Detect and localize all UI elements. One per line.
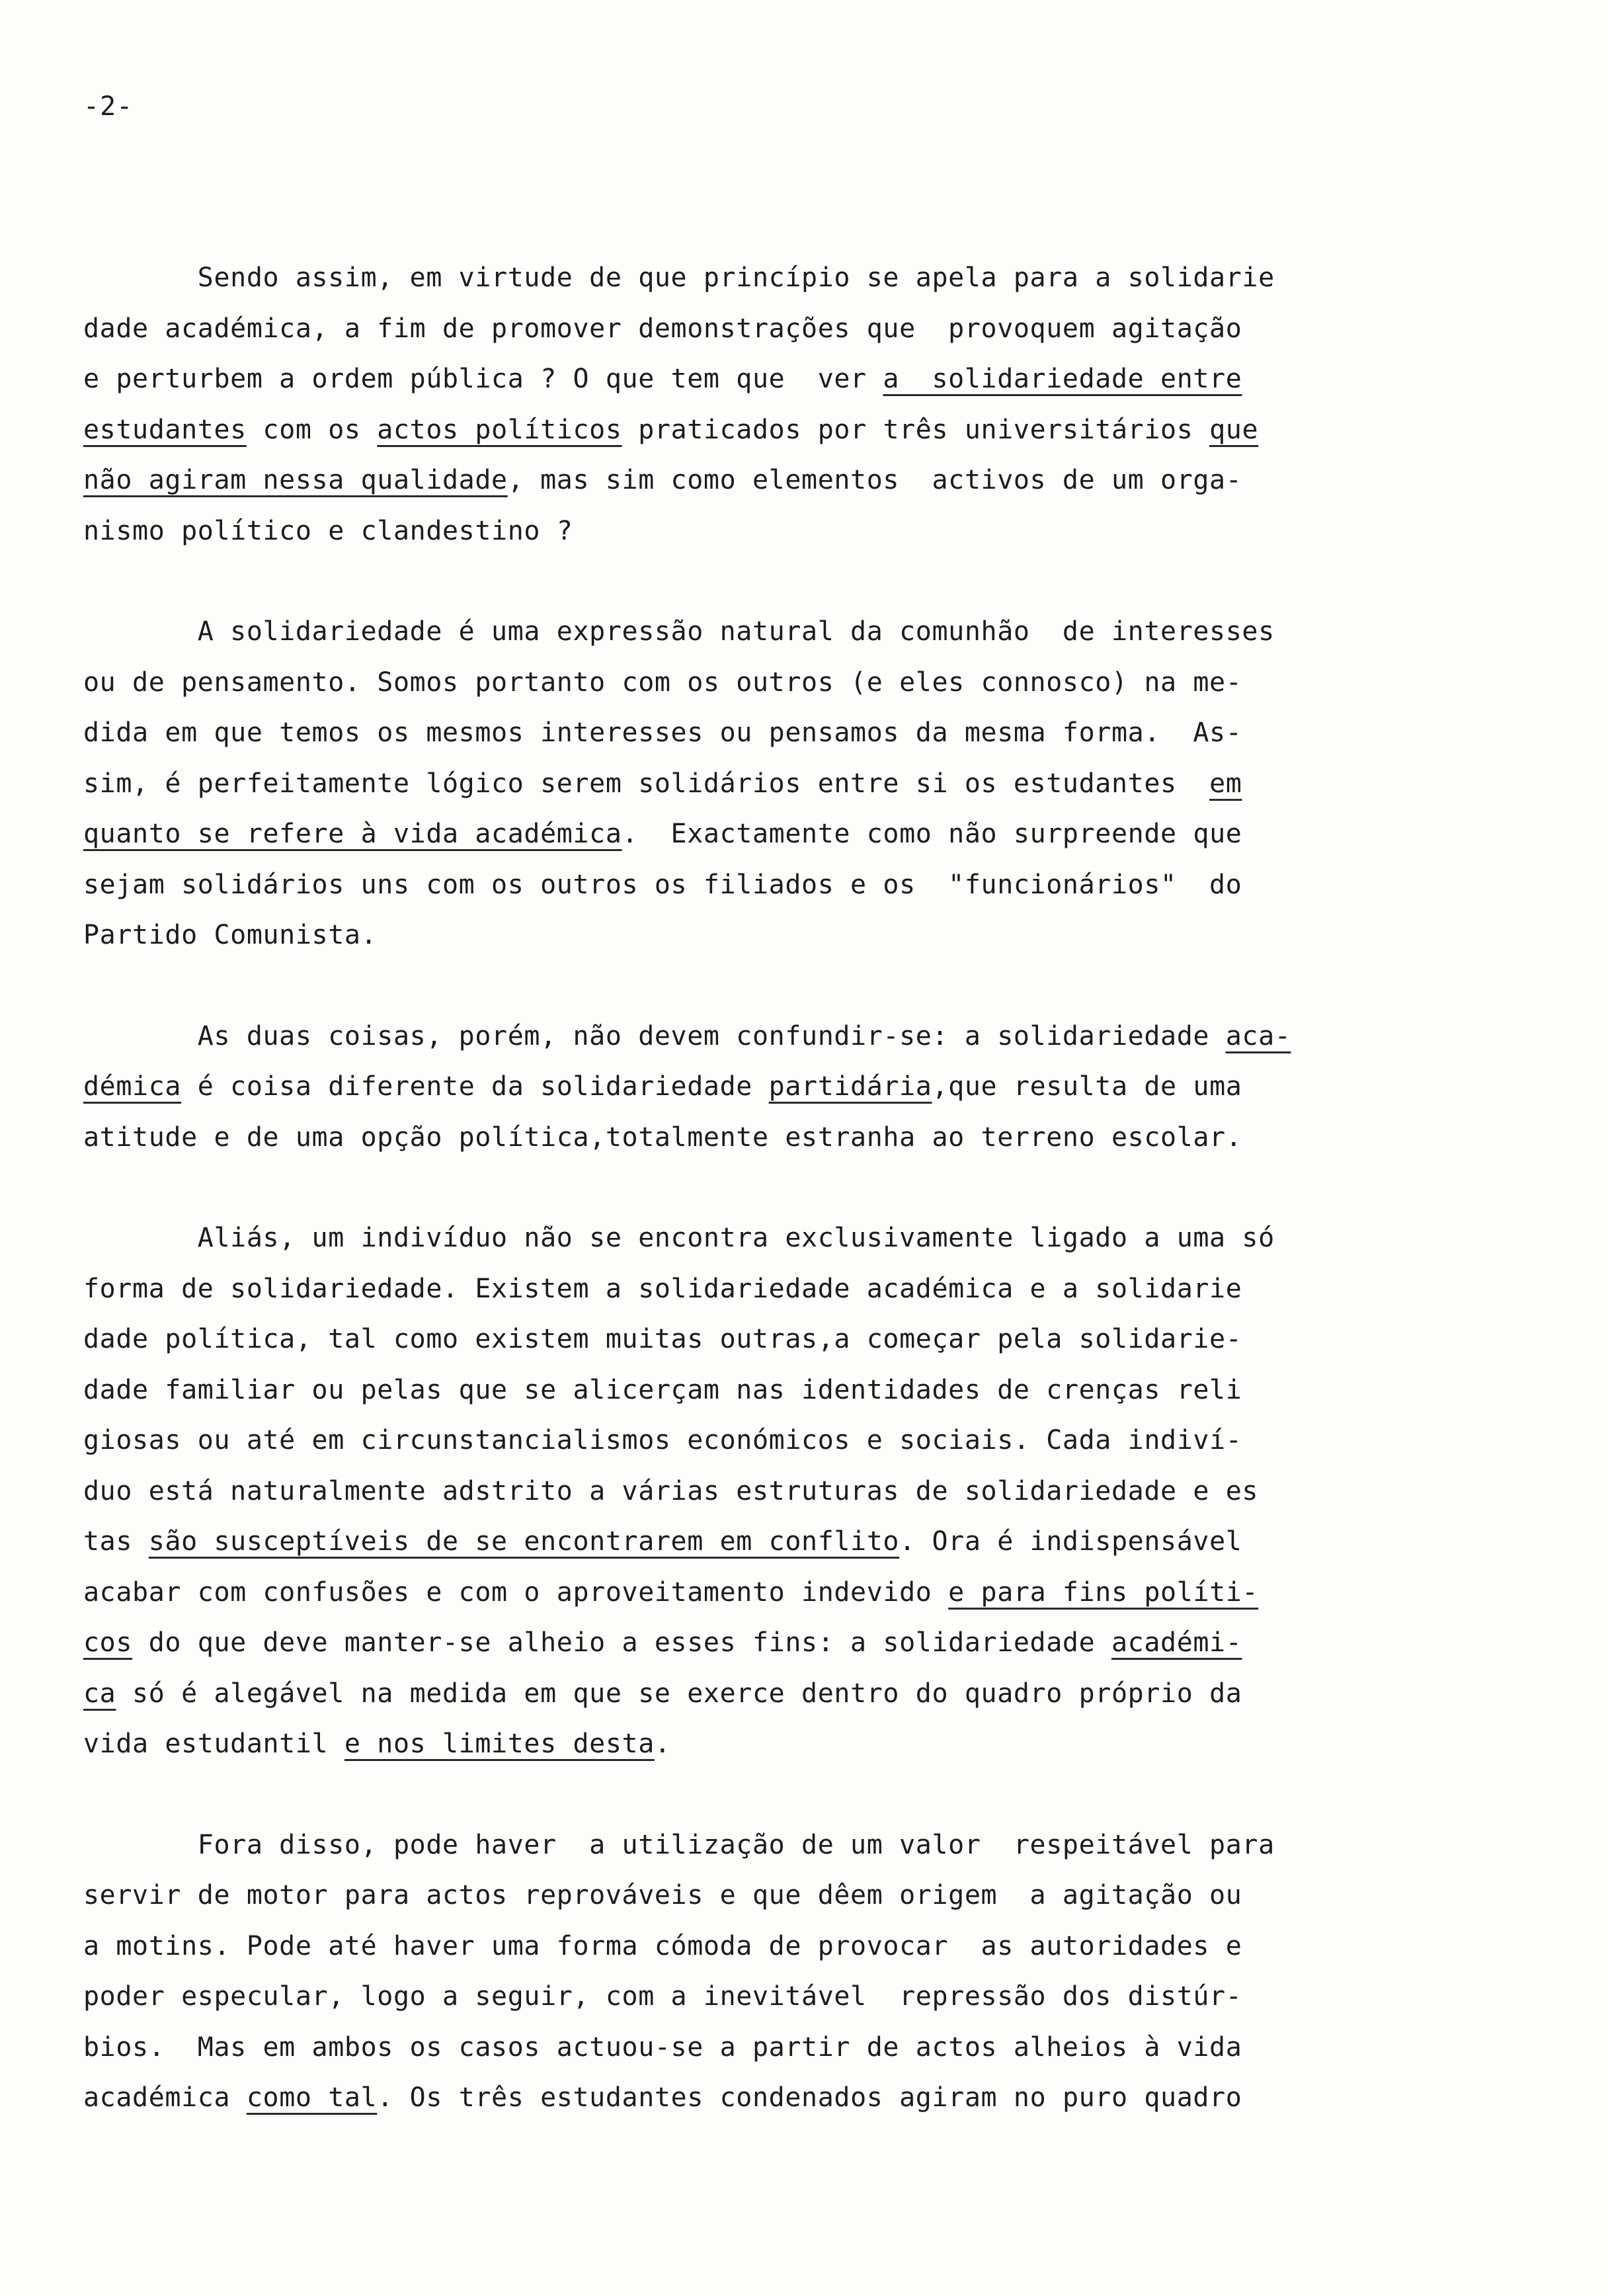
underlined-text: aca- [1225, 1020, 1291, 1051]
text-segment: , mas sim como elementos activos de um orga- [507, 465, 1242, 495]
underlined-text: académi- [1111, 1627, 1242, 1658]
text-segment: atitude e de uma opção política,totalmente estranha ao terreno escolar. [83, 1122, 1242, 1153]
text-line [83, 1314, 1326, 1365]
text-segment: poder especular, logo a seguir, com a inevitável repressão dos distúr- [83, 1981, 1242, 2012]
text-segment: Aliás, um indivíduo não se encontra exclusivamente ligado a uma só [83, 1223, 1275, 1253]
underlined-text: e para fins políti- [948, 1577, 1259, 1608]
text-line [83, 1719, 1326, 1770]
text-line [83, 405, 1326, 456]
text-segment: . Exactamente como não surpreende que [622, 819, 1242, 849]
text-segment: a motins. Pode até haver uma forma cómoda de provocar as autoridades e [83, 1930, 1242, 1961]
text-line [83, 1870, 1326, 1921]
underlined-text: ca [83, 1678, 116, 1709]
text-line [83, 354, 1326, 405]
paragraph [83, 1820, 1326, 2123]
text-segment: sejam solidários uns com os outros os filiados e os "funcionários" do [83, 869, 1242, 900]
text-line [83, 657, 1326, 708]
text-segment: vida estudantil [83, 1729, 344, 1759]
page-number: -2- [83, 91, 134, 122]
text-segment: ,que resulta de uma [932, 1071, 1242, 1102]
underlined-text: quanto se refere à vida académica [83, 819, 622, 849]
text-segment: forma de solidariedade. Existem a solidariedade académica e a solidarie [83, 1273, 1242, 1304]
text-line [83, 910, 1326, 961]
text-segment: só é alegável na medida em que se exerce dentro do quadro próprio da [116, 1678, 1242, 1709]
text-line [83, 1820, 1326, 1871]
text-segment: dade familiar ou pelas que se alicerçam nas identidades de crenças reli [83, 1374, 1242, 1405]
text-line [83, 1061, 1326, 1112]
underlined-text: a solidariedade entre [883, 364, 1242, 394]
text-segment: académica [83, 2082, 247, 2113]
underlined-text: não agiram nessa qualidade [83, 465, 508, 495]
text-line [83, 1011, 1326, 1062]
text-line [83, 1466, 1326, 1517]
document-body [83, 253, 1326, 2174]
text-segment: com os [246, 414, 378, 445]
text-segment: . [654, 1729, 671, 1759]
text-segment: nismo político e clandestino ? [83, 515, 573, 546]
underlined-text: actos políticos [377, 414, 622, 445]
text-line [83, 2022, 1326, 2073]
text-segment: dade política, tal como existem muitas outras,a começar pela solidarie- [83, 1324, 1242, 1354]
text-segment: e perturbem a ordem pública ? O que tem que ver [83, 364, 883, 394]
text-line [83, 1365, 1326, 1416]
underlined-text: que [1209, 414, 1259, 445]
paragraph [83, 253, 1326, 556]
text-line [83, 1112, 1326, 1163]
underlined-text: em [1209, 768, 1242, 799]
text-line [83, 1921, 1326, 1972]
text-line [83, 1567, 1326, 1618]
underlined-text: partidária [768, 1071, 932, 1102]
underlined-text: e nos limites desta [344, 1729, 655, 1759]
text-segment: Fora disso, pode haver a utilização de um valor respeitável para [83, 1829, 1275, 1860]
text-line [83, 1415, 1326, 1466]
text-line [83, 1971, 1326, 2022]
text-segment: acabar com confusões e com o aproveitamento indevido [83, 1577, 949, 1608]
text-segment: ou de pensamento. Somos portanto com os outros (e eles connosco) na me- [83, 667, 1242, 698]
text-line [83, 1516, 1326, 1567]
text-line [83, 860, 1326, 911]
text-line [83, 809, 1326, 860]
text-segment: servir de motor para actos reprováveis e que dêem origem a agitação ou [83, 1880, 1242, 1910]
text-line [83, 1213, 1326, 1264]
text-line [83, 1264, 1326, 1315]
text-line [83, 606, 1326, 657]
underlined-text: cos [83, 1627, 133, 1658]
underlined-text: são susceptíveis de se encontrarem em conflito [148, 1526, 900, 1557]
underlined-text: démica [83, 1071, 182, 1102]
text-segment: As duas coisas, porém, não devem confundir-se: a solidariedade [83, 1020, 1226, 1051]
text-segment: sim, é perfeitamente lógico serem solidários entre si os estudantes [83, 768, 1210, 799]
text-line [83, 2072, 1326, 2123]
paragraph [83, 1213, 1326, 1770]
text-segment: Partido Comunista. [83, 920, 378, 950]
text-segment: bios. Mas em ambos os casos actuou-se a partir de actos alheios à vida [83, 2031, 1242, 2063]
text-line [83, 708, 1326, 758]
underlined-text: como tal [246, 2082, 378, 2113]
text-line [83, 506, 1326, 557]
text-segment: . Os três estudantes condenados agiram no puro quadro [377, 2082, 1242, 2113]
text-segment: dade académica, a fim de promover demonstrações que provoquem agitação [83, 313, 1242, 344]
text-segment: é coisa diferente da solidariedade [181, 1071, 769, 1102]
paragraph [83, 606, 1326, 961]
text-segment: duo está naturalmente adstrito a várias estruturas de solidariedade e es [83, 1475, 1259, 1506]
text-line [83, 1668, 1326, 1719]
text-line [83, 1618, 1326, 1668]
text-segment: dida em que temos os mesmos interesses ou pensamos da mesma forma. As- [83, 718, 1242, 748]
text-segment: giosas ou até em circunstancialismos económicos e sociais. Cada indiví- [83, 1425, 1242, 1456]
paragraph [83, 1011, 1326, 1163]
text-segment: do que deve manter-se alheio a esses fins: a solidariedade [132, 1627, 1111, 1658]
text-segment: Sendo assim, em virtude de que princípio se apela para a solidarie [83, 263, 1275, 293]
text-line [83, 304, 1326, 354]
text-segment: tas [83, 1526, 149, 1557]
text-segment: . Ora é indispensável [899, 1526, 1242, 1557]
text-line [83, 455, 1326, 506]
text-line [83, 758, 1326, 809]
underlined-text: estudantes [83, 414, 247, 445]
text-segment: praticados por três universitários [622, 414, 1210, 445]
text-line [83, 253, 1326, 304]
text-segment: A solidariedade é uma expressão natural da comunhão de interesses [83, 616, 1275, 647]
